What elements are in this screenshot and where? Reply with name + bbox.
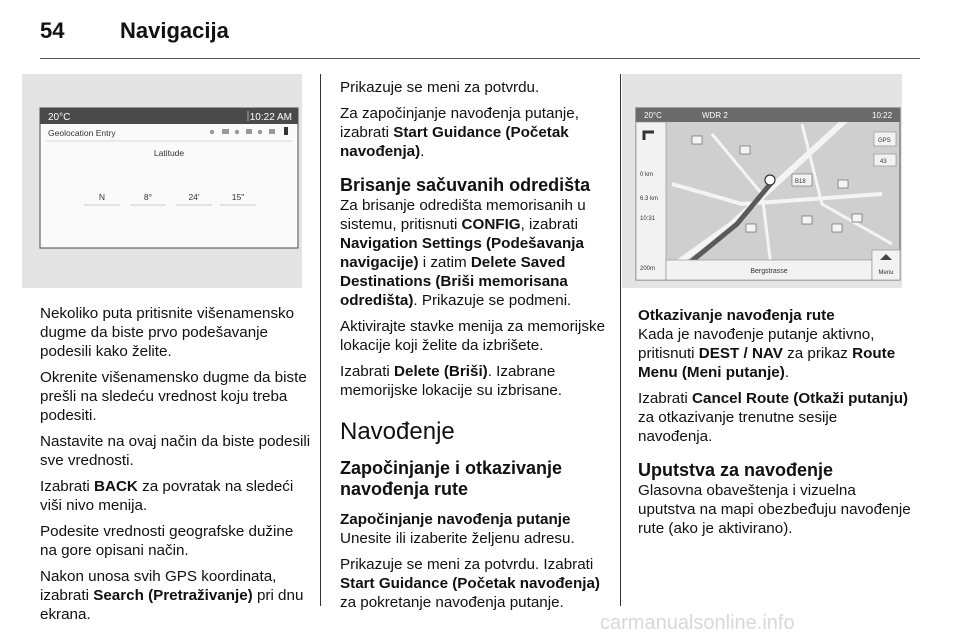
start-guidance-ref-2: Start Guidance (Početak navođenja)	[340, 575, 600, 592]
col1-paragraph-6: Nakon unosa svih GPS koordinata, izabrati Search (Pretraživanje) pri dnu ekrana.	[40, 568, 304, 623]
delete-saved-ref: Delete Saved Destinations (Briši memorisana odredišta)	[340, 254, 568, 309]
watermark: carmanualsonline.info	[600, 612, 795, 634]
cancel-route-ref: Cancel Route (Otkaži putanju)	[692, 390, 909, 407]
screen2-eta: 10:31	[640, 216, 656, 222]
col2-paragraph-6: Unesite ili izaberite željenu adresu.	[340, 530, 575, 547]
screen2-gps: GPS	[878, 138, 891, 144]
column-2	[340, 78, 608, 619]
config-ref: CONFIG	[461, 216, 521, 233]
col1-paragraph-2: Okrenite višenamensko dugme da biste prešli na sledeću vrednost koju treba podesiti.	[40, 369, 307, 424]
page-title: Navigacija	[120, 18, 229, 43]
col1-paragraph-3: Nastavite na ovaj način da biste podesili sve vrednosti.	[40, 433, 311, 469]
col2-paragraph-5: Izabrati Delete (Briši). Izabrane memorijske lokacije su izbrisane.	[340, 363, 562, 399]
screen1-temperature: 20°C	[48, 112, 71, 123]
page-header	[40, 18, 920, 52]
screen2-zoom: 43	[880, 159, 887, 165]
screen2-scale: 200m	[640, 266, 656, 272]
nav-settings-ref: Navigation Settings (Podešavanja navigacije)	[340, 235, 584, 271]
column-1	[40, 304, 312, 631]
screen2-time: 10:22	[872, 111, 893, 120]
screen1-title: Geolocation Entry	[48, 128, 116, 138]
screen1-field-label: Latitude	[153, 148, 185, 158]
col2-paragraph-7: Prikazuje se meni za potvrdu. Izabrati Start Guidance (Početak navođenja) za pokretanje navođenja putanje.	[340, 556, 600, 611]
screen2-dist1: 0 km	[640, 172, 654, 178]
screen2-dist2: 6.3 km	[640, 196, 659, 202]
screen1-value-4: 15"	[231, 192, 245, 202]
screen2-station: WDR 2	[702, 111, 728, 120]
col3-paragraph-2: Izabrati Cancel Route (Otkaži putanju) za otkazivanje trenutne sesije navođenja.	[638, 390, 909, 445]
header-rule	[40, 58, 920, 59]
screen2-temperature: 20°C	[644, 111, 662, 120]
column-3	[638, 306, 914, 545]
col1-paragraph-5: Podesite vrednosti geografske dužine na gore opisani način.	[40, 523, 294, 559]
col2-paragraph-2: Za započinjanje navođenja putanje, izabrati Start Guidance (Početak navođenja).	[340, 105, 579, 160]
col1-paragraph-4: Izabrati BACK za povratak na sledeći viši nivo menija.	[40, 478, 294, 514]
col3-paragraph-1: Kada je navođenje putanje aktivno, pritisnuti DEST / NAV za prikaz Route Menu (Meni putanje).	[638, 326, 896, 381]
start-guidance-ref: Start Guidance (Početak navođenja)	[340, 124, 569, 160]
screen1-value-2: 8°	[143, 192, 153, 202]
screen1-time: 10:22 AM	[249, 112, 292, 123]
col2-paragraph-3: Za brisanje odredišta memorisanih u sistemu, pritisnuti CONFIG, izabrati Navigation Settings (Podešavanja navigacije) i zatim Delete Saved Destinations (Briši memorisana odredišta). Prikazuje se podmeni.	[340, 197, 586, 309]
page-number: 54	[40, 18, 65, 43]
delete-ref: Delete (Briši)	[394, 363, 488, 380]
heading-guidance-instructions: Uputstva za navođenje	[638, 460, 834, 480]
column-divider-2	[620, 74, 621, 606]
back-button-ref: BACK	[94, 478, 138, 495]
col3-paragraph-3: Glasovna obaveštenja i vizuelna uputstva na mapi obezbeđuju navođenje rute (ako je aktivirano).	[638, 482, 911, 537]
heading-delete-destinations: Brisanje sačuvanih odredišta	[340, 175, 591, 195]
map-screen-svg	[622, 74, 902, 288]
heading-cancel-route: Otkazivanje navođenja rute	[638, 307, 835, 324]
geolocation-screenshot	[22, 74, 302, 288]
screen2-route-num: B18	[795, 179, 806, 185]
heading-start-guidance: Započinjanje navođenja putanje	[340, 511, 571, 528]
heading-start-cancel: Započinjanje i otkazivanje navođenja rute	[340, 458, 563, 499]
route-menu-ref: Route Menu (Meni putanje)	[638, 345, 896, 381]
column-divider-1	[320, 74, 321, 606]
heading-navodjenje: Navođenje	[340, 418, 455, 445]
col2-paragraph-1: Prikazuje se meni za potvrdu.	[340, 79, 540, 96]
screen2-menu: Menu	[878, 270, 894, 276]
vehicle-position-icon	[765, 175, 775, 185]
screen2-street: Bergstrasse	[750, 268, 788, 275]
col1-paragraph-1: Nekoliko puta pritisnite višenamensko dugme da biste prvo podešavanje podesili kako želite.	[40, 305, 295, 360]
geolocation-screen-svg	[22, 74, 302, 288]
dest-nav-ref: DEST / NAV	[698, 345, 783, 362]
col2-paragraph-4: Aktivirajte stavke menija za memorijske lokacije koji želite da izbrišete.	[340, 318, 606, 354]
screen1-value-3: 24'	[188, 192, 200, 202]
screen1-value-1: N	[98, 192, 106, 202]
search-button-ref: Search (Pretraživanje)	[93, 587, 253, 604]
map-screenshot	[622, 74, 902, 288]
